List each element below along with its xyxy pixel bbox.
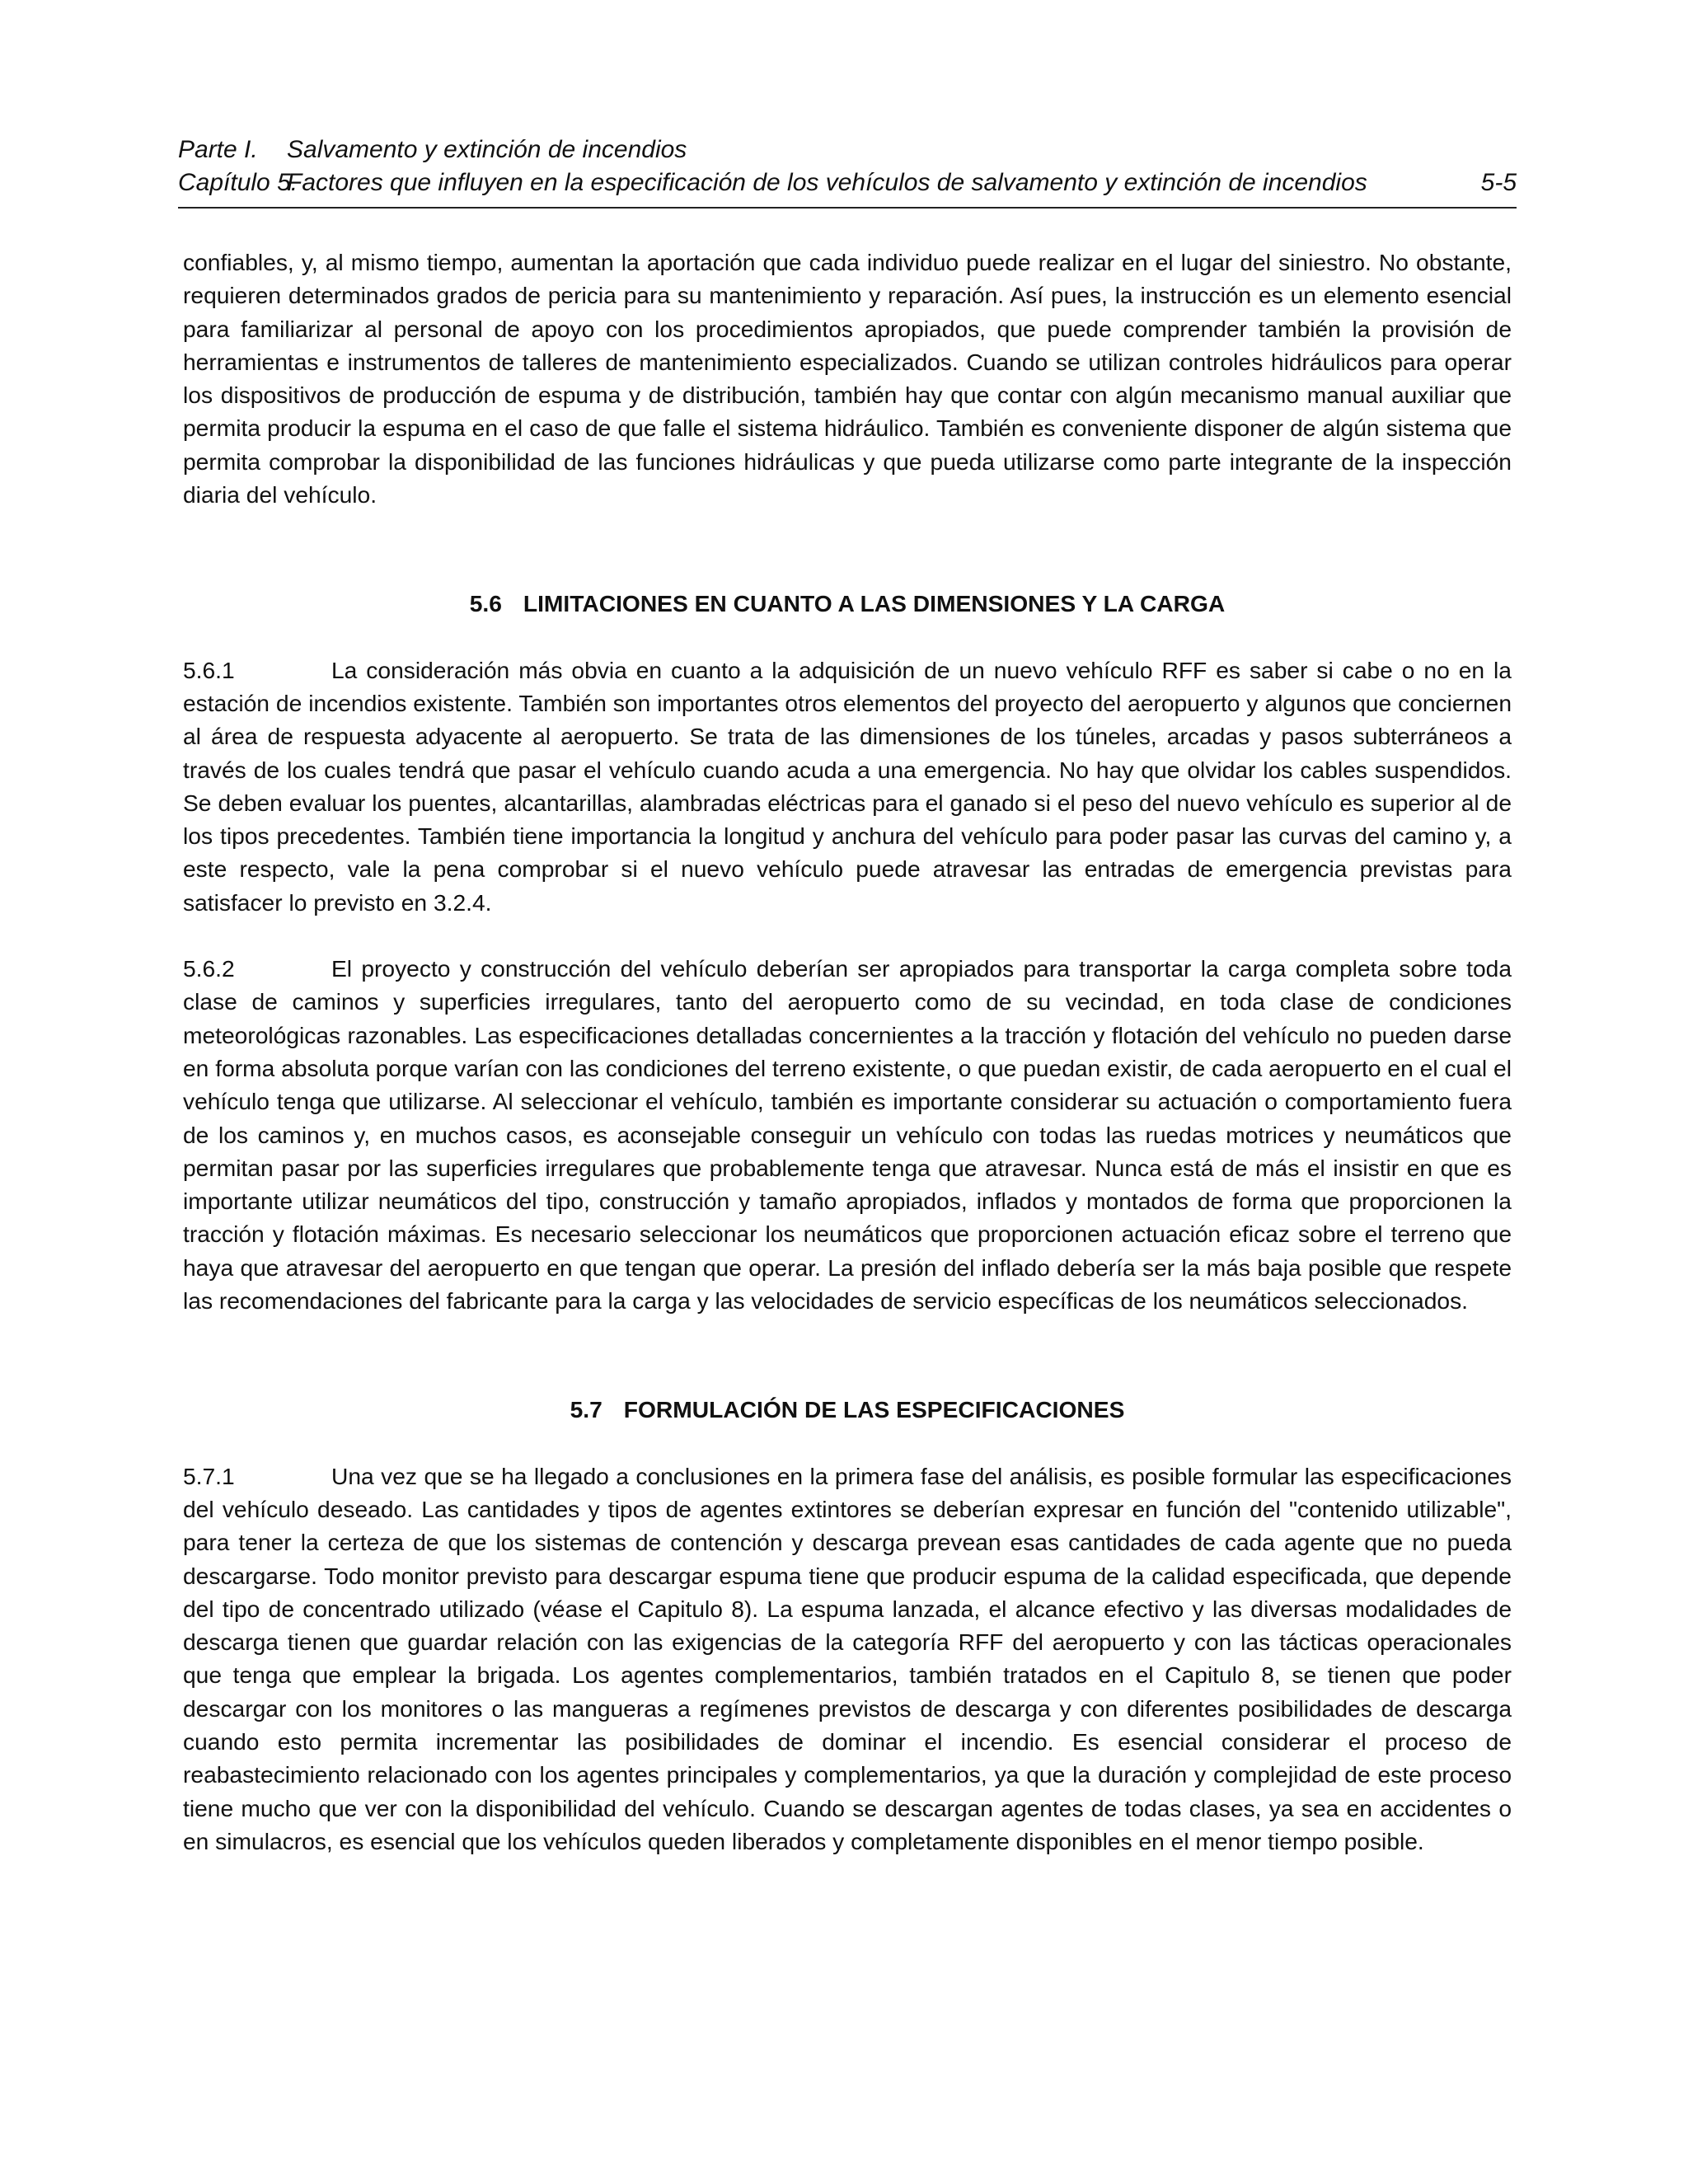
paragraph-number: 5.6.2 (183, 955, 235, 982)
header-part-line (178, 134, 1517, 166)
intro-paragraph: confiables, y, al mismo tiempo, aumentan la aportación que cada individuo puede realizar en el lugar del siniestro. No obstante, requieren determinados grados de pericia para su mantenimiento y reparación. Así pues, la instrucción es un elemento esencial para familiarizar al personal de apoyo con los procedimientos apropiados, que puede comprender también la provisión de herramientas e instrumentos de talleres de mantenimiento especializados. Cuando se utilizan controles hidráulicos para operar los dispositivos de producción de espuma y de distribución, también hay que contar con algún mecanismo manual auxiliar que permita producir la espuma en el caso de que falle el sistema hidráulico. También es conveniente disponer de algún sistema que permita comprobar la disponibilidad de las funciones hidráulicas y que pueda utilizarse como parte integrante de la inspección diaria del vehículo. (183, 249, 1512, 509)
page-header (178, 134, 1517, 199)
paragraph-text: La consideración más obvia en cuanto a la adquisición de un nuevo vehículo RFF es saber si cabe o no en la estación de incendios existente. También son importantes otros elementos del proyecto del aeropuerto y algunos que conciernen al área de respuesta adyacente al aeropuerto. Se trata de las dimensiones de los túneles, arcadas y pasos subterráneos a través de los cuales tendrá que pasar el vehículo cuando acuda a una emergencia. No hay que olvidar los cables suspendidos. Se deben evaluar los puentes, alcantarillas, alambradas eléctricas para el ganado si el peso del nuevo vehículo es superior al de los tipos precedentes. También tiene importancia la longitud y anchura del vehículo para poder pasar las curvas del camino y, a este respecto, vale la pena comprobar si el nuevo vehículo puede atravesar las entradas de emergencia previstas para satisfacer lo previsto en 3.2.4. (183, 656, 1512, 916)
paragraph-5-6-2 (183, 952, 1512, 1317)
page-body (183, 246, 1512, 1858)
paragraph-number: 5.6.1 (183, 656, 235, 683)
header-chapter-line (178, 166, 1517, 199)
paragraph-text: Una vez que se ha llegado a conclusiones en la primera fase del análisis, es posible formular las especificaciones del vehículo deseado. Las cantidades y tipos de agentes extintores se deberían expresar en función del "contenido utilizable", para tener la certeza de que los sistemas de contención y descarga prevean esas cantidades de cada agente que no pueda descargarse. Todo monitor previsto para descargar espuma tiene que producir espuma de la calidad especificada, que depende del tipo de concentrado utilizado (véase el Capitulo 8). La espuma lanzada, el alcance efectivo y las diversas modalidades de descarga tienen que guardar relación con las exigencias de la categoría RFF del aeropuerto y con las tácticas operacionales que tenga que emplear la brigada. Los agentes complementarios, también tratados en el Capitulo 8, se tienen que poder descargar con los monitores o las mangueras a regímenes previstos de descarga y con diferentes posibilidades de descarga cuando esto permita incrementar las posibilidades de dominar el incendio. Es esencial considerar el proceso de reabastecimiento relacionado con los agentes principales y complementarios, ya que la duración y complejidad de este proceso tiene mucho que ver con la disponibilidad del vehículo. Cuando se descargan agentes de todas clases, ya sea en accidentes o en simulacros, es esencial que los vehículos queden liberados y completamente disponibles en el menor tiempo posible. (183, 1462, 1512, 1854)
header-part-title: Salvamento y extinción de incendios (287, 136, 687, 163)
section-heading-5-7 (183, 1393, 1512, 1426)
paragraph-text: El proyecto y construcción del vehículo deberían ser apropiados para transportar la carga completa sobre toda clase de caminos y superficies irregulares, tanto del aeropuerto como de su vecindad, en toda clase de condiciones meteorológicas razonables. Las especificaciones detalladas concernientes a la tracción y flotación del vehículo no pueden darse en forma absoluta porque varían con las condiciones del terreno existente, o que puedan existir, de cada aeropuerto en el cual el vehículo tenga que utilizarse. Al seleccionar el vehículo, también es importante considerar su actuación o comportamiento fuera de los caminos y, en muchos casos, es aconsejable conseguir un vehículo con todas las ruedas motrices y neumáticos que permitan pasar por las superficies irregulares que probablemente tenga que atravesar. Nunca está de más el insistir en que es importante utilizar neumáticos del tipo, construcción y tamaño apropiados, inflados y montados de forma que proporcionen la tracción y flotación máximas. Es necesario seleccionar los neumáticos que proporcionen actuación eficaz sobre el terreno que haya que atravesar del aeropuerto en que tengan que operar. La presión del inflado debería ser la más baja posible que respete las recomendaciones del fabricante para la carga y las velocidades de servicio específicas de los neumáticos seleccionados. (183, 955, 1512, 1315)
section-title: LIMITACIONES EN CUANTO A LAS DIMENSIONES Y LA CARGA (523, 590, 1226, 617)
paragraph-5-7-1 (183, 1460, 1512, 1858)
section-heading-5-6 (183, 587, 1512, 620)
paragraph-number: 5.7.1 (183, 1462, 235, 1489)
section-number: 5.7 (570, 1396, 603, 1423)
header-divider (178, 207, 1517, 209)
header-chapter-title: Factores que influyen en la especificación de los vehículos de salvamento y extinción de incendios (287, 169, 1367, 196)
header-part-key: Parte I. (178, 136, 258, 163)
section-number: 5.6 (469, 590, 502, 617)
section-title: FORMULACIÓN DE LAS ESPECIFICACIONES (623, 1396, 1125, 1423)
page-number: 5-5 (1480, 169, 1517, 196)
header-chapter-key: Capítulo 5. (178, 169, 298, 196)
paragraph-5-6-1 (183, 654, 1512, 919)
